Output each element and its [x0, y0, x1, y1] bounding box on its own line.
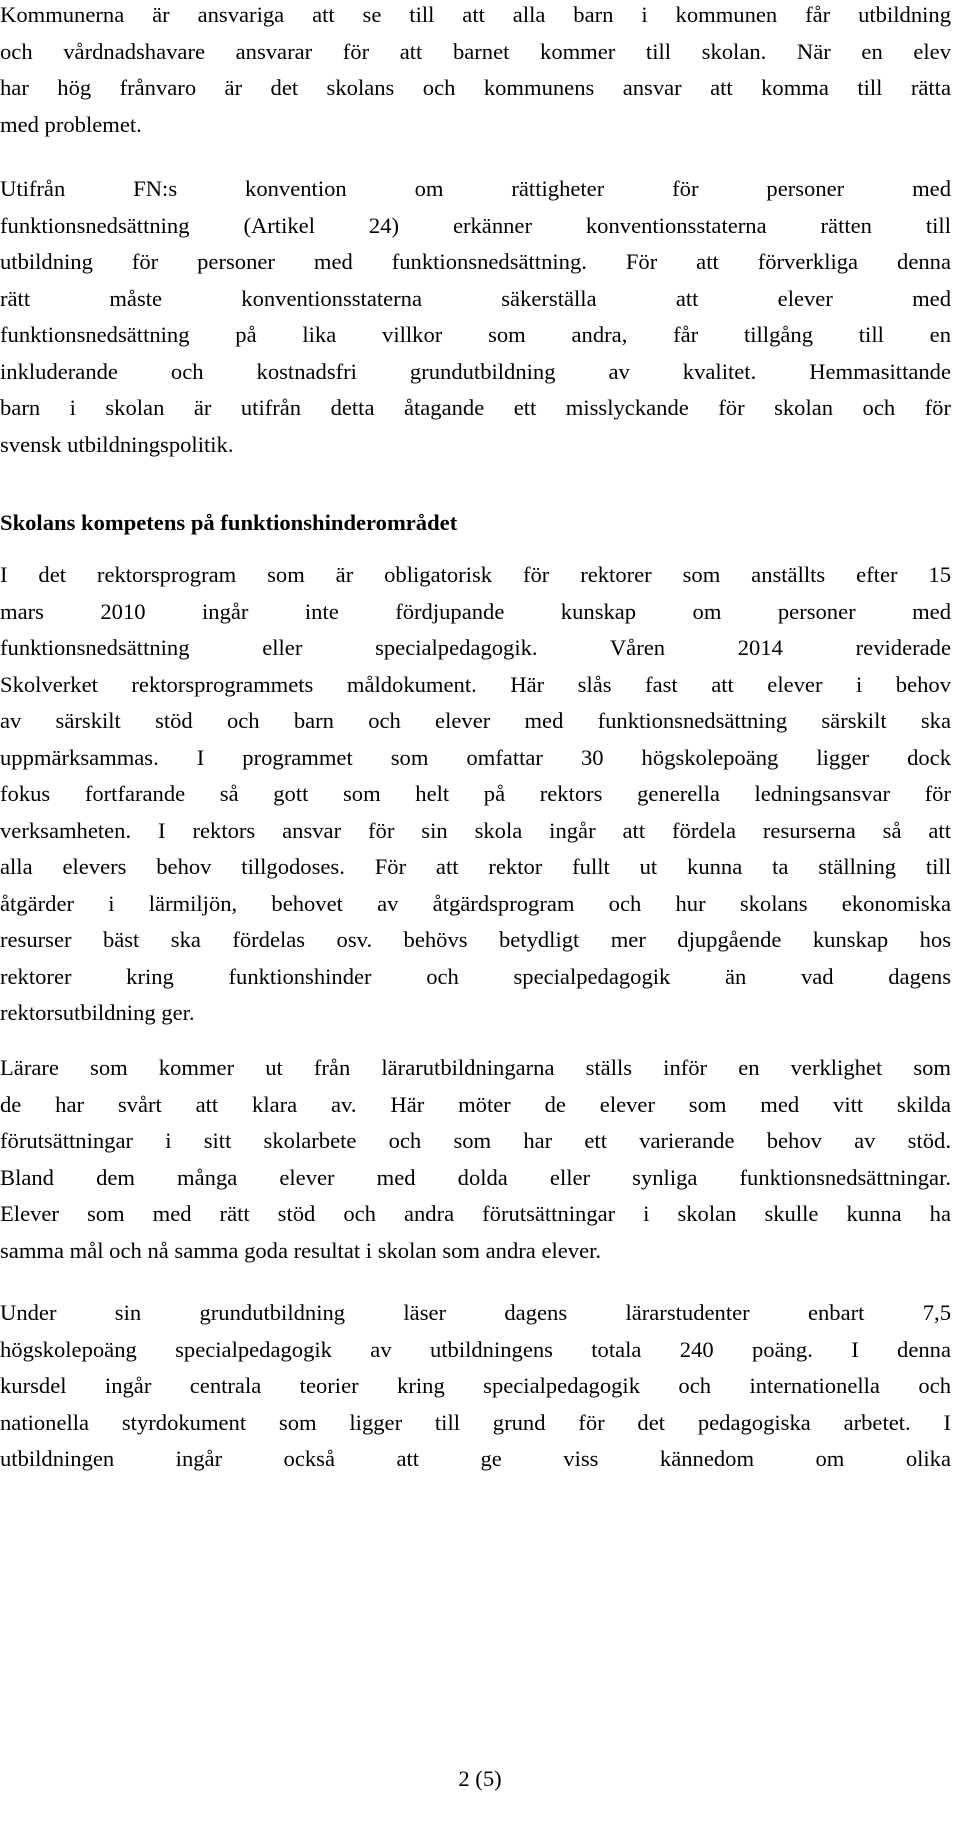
text-line: rektorer kring funktionshinder och specialpedagogik än vad dagens — [0, 963, 951, 989]
text-line: funktionsnedsättning eller specialpedagogik. Våren 2014 reviderade — [0, 635, 951, 660]
section-heading: Skolans kompetens på funktionshinderområdet — [0, 510, 458, 535]
paragraph-5 — [0, 1295, 951, 1478]
text-line: uppmärksammas. I programmet som omfattar 30 högskolepoäng ligger dock — [0, 744, 951, 770]
text-line: Kommunerna är ansvariga att se till att alla barn i kommunen får utbildning — [0, 2, 951, 27]
text-line: förutsättningar i sitt skolarbete och som har ett varierande behov av stöd. — [0, 1128, 951, 1153]
text-line: rektorsutbildning ger. — [0, 1000, 195, 1025]
text-line: Under sin grundutbildning läser dagens lärarstudenter enbart 7,5 — [0, 1300, 951, 1325]
text-line: mars 2010 ingår inte fördjupande kunskap om personer med — [0, 598, 951, 624]
text-line: av särskilt stöd och barn och elever med funktionsnedsättning särskilt ska — [0, 708, 951, 733]
text-line: alla elevers behov tillgodoses. För att rektor fullt ut kunna ta ställning till — [0, 854, 951, 879]
text-line: funktionsnedsättning på lika villkor som andra, får tillgång till en — [0, 322, 951, 347]
text-line: och vårdnadshavare ansvarar för att barnet kommer till skolan. När en elev — [0, 38, 951, 64]
text-line: de har svårt att klara av. Här möter de elever som med vitt skilda — [0, 1091, 951, 1117]
text-line: med problemet. — [0, 111, 142, 137]
text-line: resurser bäst ska fördelas osv. behövs betydligt mer djupgående kunskap hos — [0, 927, 951, 952]
text-line: fokus fortfarande så gott som helt på rektors generella ledningsansvar för — [0, 781, 951, 806]
text-line: har hög frånvaro är det skolans och kommunens ansvar att komma till rätta — [0, 75, 951, 100]
text-line: högskolepoäng specialpedagogik av utbildningens totala 240 poäng. I denna — [0, 1336, 951, 1362]
text-line: utbildningen ingår också att ge viss kännedom om olika — [0, 1446, 951, 1471]
paragraph-2 — [0, 171, 951, 463]
text-line: samma mål och nå samma goda resultat i skolan som andra elever. — [0, 1237, 602, 1263]
text-line: Bland dem många elever med dolda eller synliga funktionsnedsättningar. — [0, 1164, 951, 1190]
text-line: svensk utbildningspolitik. — [0, 431, 234, 457]
text-line: kursdel ingår centrala teorier kring specialpedagogik och internationella och — [0, 1373, 951, 1398]
page-number: 2 (5) — [458, 1766, 502, 1791]
text-line: funktionsnedsättning (Artikel 24) erkänner konventionsstaterna rätten till — [0, 212, 951, 238]
paragraph-4 — [0, 1050, 951, 1269]
text-line: Utifrån FN:s konvention om rättigheter för personer med — [0, 176, 951, 201]
text-line: Lärare som kommer ut från lärarutbildningarna ställs inför en verklighet som — [0, 1055, 951, 1080]
text-line: inkluderande och kostnadsfri grundutbildning av kvalitet. Hemmasittande — [0, 358, 951, 384]
text-line: nationella styrdokument som ligger till grund för det pedagogiska arbetet. I — [0, 1409, 951, 1435]
text-line: åtgärder i lärmiljön, behovet av åtgärdsprogram och hur skolans ekonomiska — [0, 890, 951, 916]
text-line: I det rektorsprogram som är obligatorisk för rektorer som anställts efter 15 — [0, 562, 951, 587]
text-line: Skolverket rektorsprogrammets måldokument. Här slås fast att elever i behov — [0, 671, 951, 697]
text-line: verksamheten. I rektors ansvar för sin skola ingår att fördela resurserna så att — [0, 817, 951, 843]
text-line: rätt måste konventionsstaterna säkerställa att elever med — [0, 285, 951, 311]
text-line: barn i skolan är utifrån detta åtagande ett misslyckande för skolan och för — [0, 395, 951, 420]
paragraph-1 — [0, 0, 951, 143]
paragraph-3 — [0, 557, 951, 1032]
text-line: utbildning för personer med funktionsnedsättning. För att förverkliga denna — [0, 249, 951, 274]
text-line: Elever som med rätt stöd och andra förutsättningar i skolan skulle kunna ha — [0, 1201, 951, 1226]
